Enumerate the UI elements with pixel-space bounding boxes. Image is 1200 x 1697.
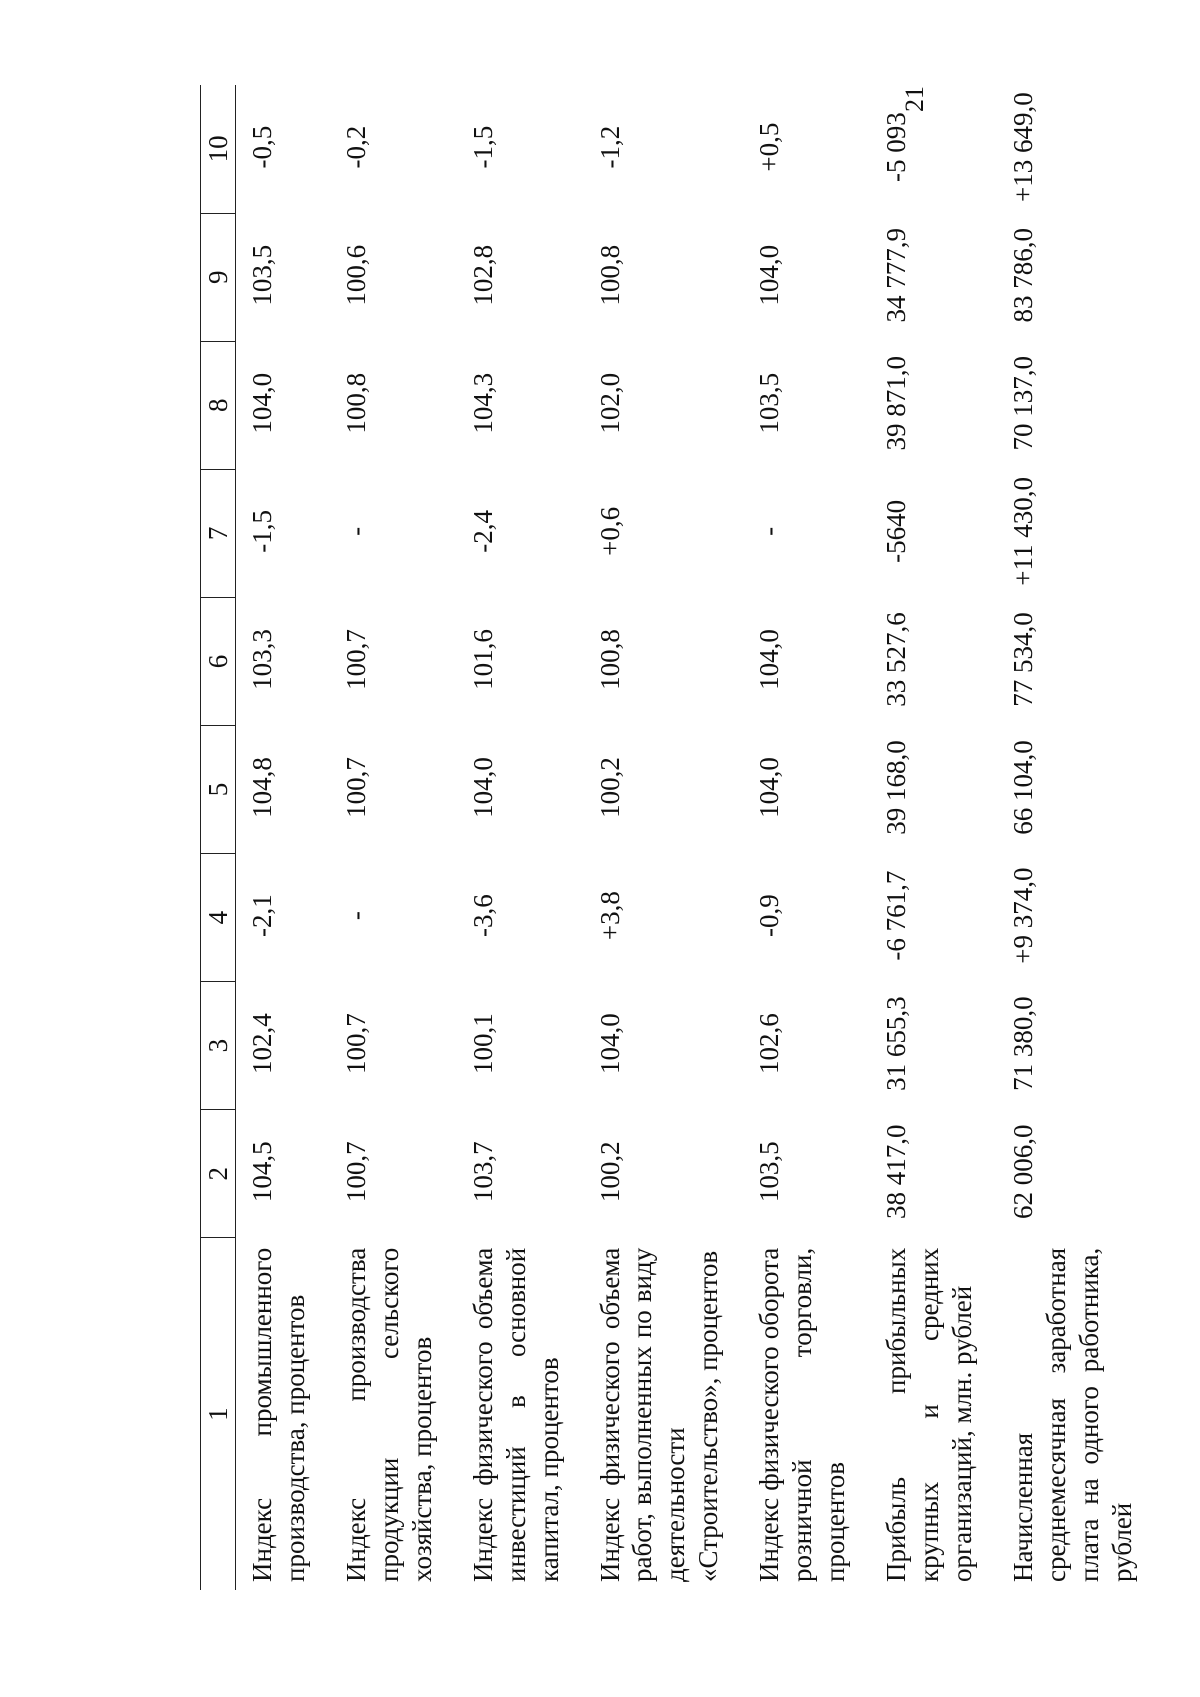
table-cell: 39 168,0 [881,740,912,835]
table-cell: +11 430,0 [1007,476,1038,586]
column-header: 1 [201,1238,236,1590]
table-cell: +0,5 [754,122,785,172]
table-cell: -1,5 [467,125,498,169]
table-cell: -3,6 [467,894,498,937]
table-row [584,85,744,1590]
row-label: Индекс физического оборота розничной торговли, процентов [754,1247,851,1582]
column-header: 5 [201,725,236,853]
table-cell: 102,4 [247,1013,277,1075]
row-label: Индекс физического объема работ, выполненных по виду деятельности «Строительство», процентов [594,1247,724,1582]
table-cell: +9 374,0 [1007,867,1038,964]
table-cell: +13 649,0 [1007,92,1038,202]
table-cell: -0,2 [340,125,371,169]
table-cell: 100,8 [594,244,625,306]
table-cell: -6 761,7 [881,870,912,961]
table-cell: 102,6 [754,1013,785,1075]
table-cell: 103,5 [247,244,277,306]
row-label: Индекс промышленного производства, процентов [247,1247,310,1582]
table-cell: 103,5 [754,1141,785,1203]
table-cell: - [340,526,371,536]
table-cell: 66 104,0 [1007,740,1038,835]
table-cell: 71 380,0 [1007,996,1038,1091]
table-cell: 100,7 [340,1141,371,1203]
table-cell: -2,1 [247,894,277,937]
table-cell: +0,6 [594,506,625,556]
table-cell: +3,8 [594,891,625,941]
table-cell: 100,8 [340,372,371,434]
row-label: Индекс физического объема инвестиций в основной капитал, процентов [467,1247,564,1582]
table-cell: 70 137,0 [1007,356,1038,451]
page-number: 21 [900,86,929,112]
table-cell: 100,7 [340,1013,371,1075]
table-row [870,85,997,1590]
table-cell: -1,2 [594,125,625,169]
table-cell: 100,2 [594,1141,625,1203]
rotated-table-container [200,85,1157,1590]
table-cell: 62 006,0 [1007,1124,1038,1219]
table-cell: 103,5 [754,372,785,434]
table-cell: -0,9 [754,894,785,937]
table-cell: 100,2 [594,757,625,818]
column-header: 6 [201,597,236,725]
table-cell: 102,8 [467,244,498,306]
table-cell: 33 527,6 [881,612,912,707]
table-cell: 100,1 [467,1013,498,1075]
row-label: Прибыль прибыльных крупных и средних организаций, млн. рублей [881,1247,977,1582]
table-cell: -2,4 [467,509,498,553]
table-cell: -5640 [881,499,912,563]
table-cell: 104,8 [247,757,277,818]
column-header: 7 [201,469,236,597]
table-cell: -5 093 [881,112,912,182]
column-header: 4 [201,854,236,982]
table-cell: - [340,911,371,921]
table-cell: -0,5 [247,125,277,169]
table-cell: 102,0 [594,372,625,434]
table-cell: 104,0 [754,244,785,306]
table-row [743,85,870,1590]
table-cell: 100,7 [340,757,371,818]
table-header-row [201,85,236,1590]
table-cell: 100,8 [594,629,625,690]
column-header: 8 [201,341,236,469]
table-cell: 77 534,0 [1007,612,1038,707]
statistics-table [200,85,1157,1590]
table-cell: 104,0 [594,1013,625,1075]
table-cell: 103,7 [467,1141,498,1203]
table-cell: 104,0 [247,372,277,434]
table-cell: 101,6 [467,629,498,690]
table-cell: 39 871,0 [881,356,912,451]
table-cell: - [754,526,785,536]
table-cell: 34 777,9 [881,227,912,323]
column-header: 10 [201,85,236,213]
table-cell: 104,3 [467,372,498,434]
table-cell: 104,0 [754,757,785,818]
table-cell: 38 417,0 [881,1124,912,1219]
table-cell: 104,5 [247,1141,277,1203]
row-label: Начисленная среднемесячная заработная плата на одного работника, рублей [1007,1247,1137,1582]
column-header: 9 [201,213,236,341]
table-cell: 104,0 [754,629,785,690]
row-label: Индекс производства продукции сельского хозяйства, процентов [340,1247,437,1582]
table-row [457,85,584,1590]
column-header: 3 [201,982,236,1110]
table-cell: 31 655,3 [881,996,912,1091]
table-row [236,85,330,1590]
table-cell: 100,6 [340,244,371,306]
table-cell: 104,0 [467,757,498,818]
table-cell: 83 786,0 [1007,227,1038,323]
table-cell: 100,7 [340,629,371,690]
table-cell: -1,5 [247,509,277,553]
table-row [997,85,1157,1590]
table-cell: 103,3 [247,629,277,690]
column-header: 2 [201,1110,236,1238]
table-row [330,85,457,1590]
